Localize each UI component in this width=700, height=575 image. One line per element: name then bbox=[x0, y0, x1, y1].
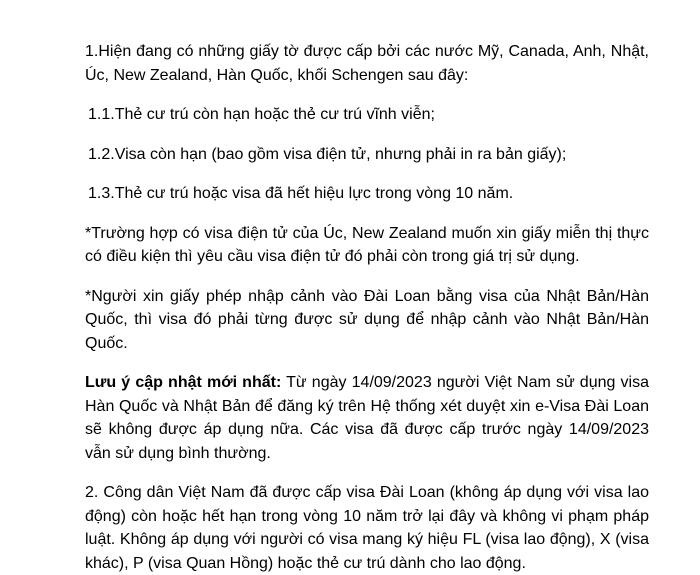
document-body bbox=[85, 40, 649, 575]
note-japan-korea-visa: *Người xin giấy phép nhập cảnh vào Đài Loan bằng visa của Nhật Bản/Hàn Quốc, thì visa đó phải từng được sử dụng để nhập cảnh vào Nhật Bản/Hàn Quốc. bbox=[85, 287, 649, 352]
update-note-label: Lưu ý cập nhật mới nhất: bbox=[85, 374, 282, 391]
section-1-item-2: 1.2.Visa còn hạn (bao gồm visa điện tử, nhưng phải in ra bản giấy); bbox=[88, 145, 567, 163]
section-1-intro: 1.Hiện đang có những giấy tờ được cấp bởi các nước Mỹ, Canada, Anh, Nhật, Úc, New Zealand, Hàn Quốc, khối Schengen sau đây: bbox=[85, 43, 649, 84]
note-australia-nz-evisa: *Trường hợp có visa điện tử của Úc, New Zealand muốn xin giấy miễn thị thực có điều kiện thì yêu cầu visa điện tử đó phải còn trong giá trị sử dụng. bbox=[85, 224, 649, 265]
update-note bbox=[85, 371, 649, 465]
update-note-text: Từ ngày 14/09/2023 người Việt Nam sử dụng visa Hàn Quốc và Nhật Bản để đăng ký trên Hệ thống xét duyệt xin e-Visa Đài Loan sẽ không được áp dụng nữa. Các visa đã được cấp trước ngày 14/09/2023 vẫn sử dụng bình thường. bbox=[85, 374, 650, 462]
section-1-item-3: 1.3.Thẻ cư trú hoặc visa đã hết hiệu lực trong vòng 10 năm. bbox=[88, 185, 514, 202]
section-1-item-1: 1.1.Thẻ cư trú còn hạn hoặc thẻ cư trú vĩnh viễn; bbox=[88, 106, 435, 123]
section-2-text: 2. Công dân Việt Nam đã được cấp visa Đài Loan (không áp dụng với visa lao động) còn hoặc hết hạn trong vòng 10 năm trở lại đây và không vi phạm pháp luật. Không áp dụng với người có visa mang ký hiệu FL (visa lao động), X (visa khác), P (visa Quan Hồng) hoặc thẻ cư trú dành cho lao động. bbox=[85, 484, 649, 572]
